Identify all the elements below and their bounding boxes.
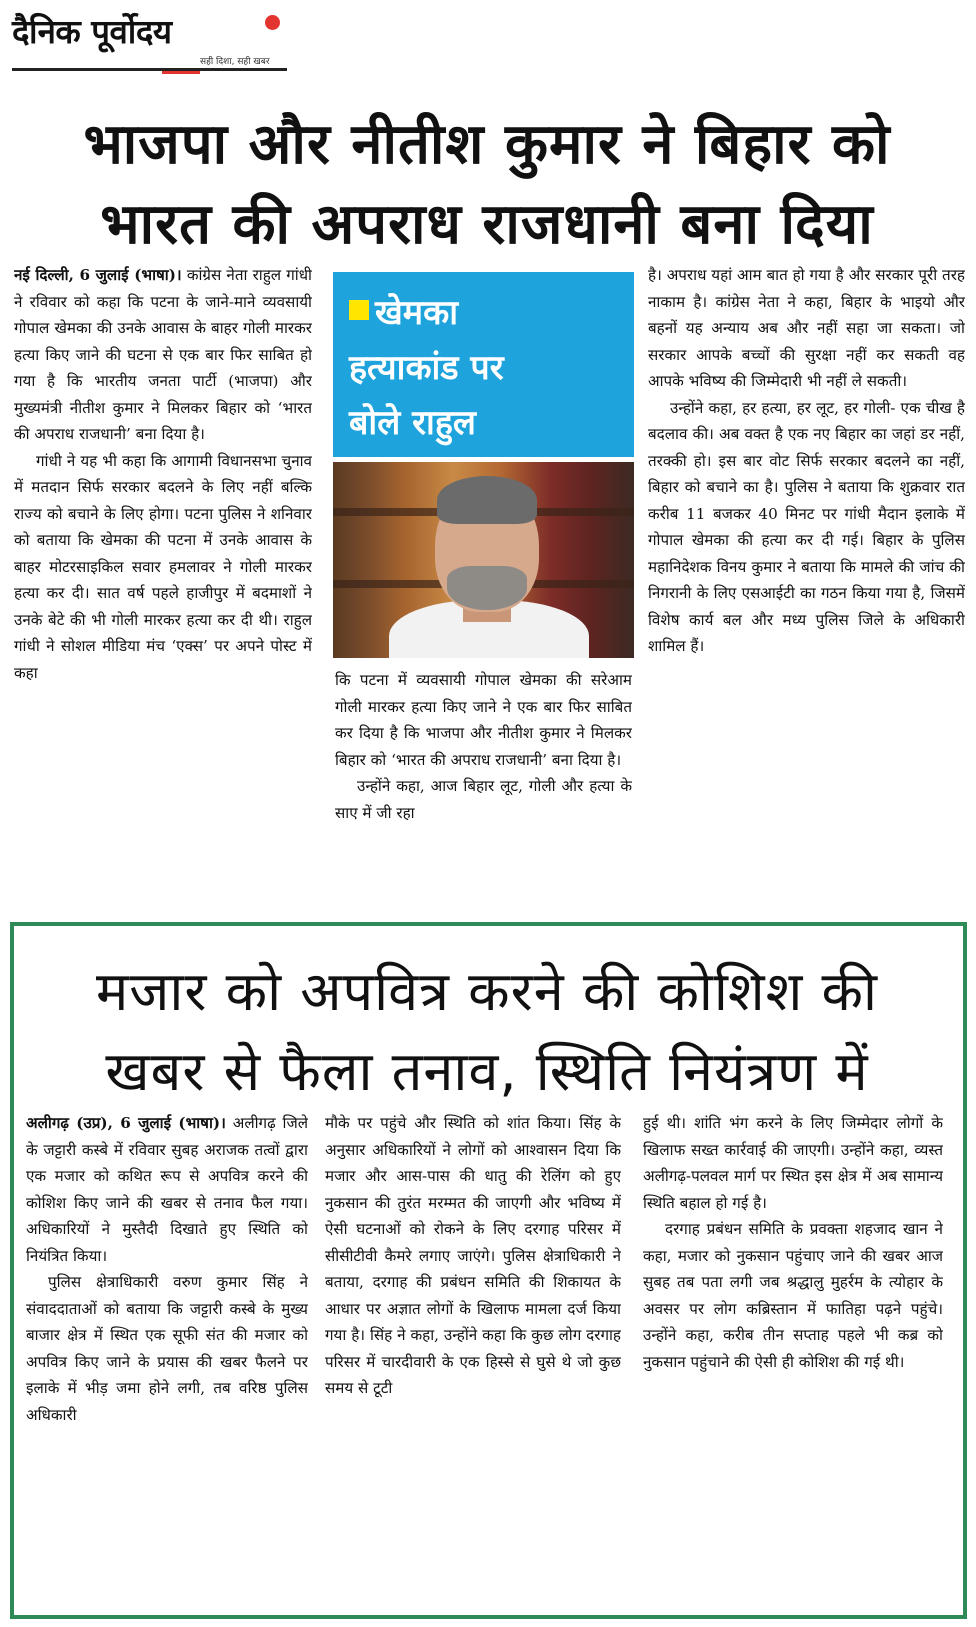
story1-column-3 (648, 262, 965, 910)
story1-headline-line1: भाजपा और नीतीश कुमार ने बिहार को (83, 112, 891, 177)
sun-logo-icon (265, 15, 280, 30)
story2-dateline: अलीगढ़ (उप्र), 6 जुलाई (भाषा)। (26, 1114, 226, 1132)
promo-line-3: बोले राहुल (349, 403, 476, 443)
person-beard (447, 566, 527, 610)
story1-column-1 (14, 262, 312, 910)
story2-column-1 (26, 1110, 308, 1610)
person-hair (437, 476, 537, 524)
story2-column-3 (643, 1110, 943, 1610)
promo-line-1 (349, 286, 620, 341)
story1-dateline: नई दिल्ली, 6 जुलाई (भाषा)। (14, 266, 182, 284)
newspaper-tagline: सही दिशा, सही खबर (200, 57, 270, 67)
story2-col1-para1 (26, 1110, 308, 1269)
story2-headline-line2: खबर से फैला तनाव, स्थिति नियंत्रण में (105, 1040, 869, 1103)
newspaper-name: दैनिक पूर्वोदय (12, 12, 172, 51)
story2-col1-para2: पुलिस क्षेत्राधिकारी वरुण कुमार सिंह ने संवाददाताओं को बताया कि जट्टारी कस्बे के मुख्य बाजार क्षेत्र में स्थित एक सूफी संत की मजार को अपवित्र किए जाने के प्रयास की खबर फैलने पर इलाके में भीड़ जमा होने लगी, तब वरिष्ठ पुलिस अधिकारी (26, 1273, 308, 1424)
rahul-gandhi-photo (333, 462, 634, 658)
story1-col3-para1: है। अपराध यहां आम बात हो गया है और सरकार पूरी तरह नाकाम है। कांग्रेस नेता ने कहा, बिहार के भाइयो और बहनों यह अन्याय अब और नहीं सहा जा सकता। जो सरकार आपके बच्चों की सुरक्षा नहीं कर सकती वह आपके भविष्य की जिम्मेदारी भी नहीं ले सकती। (648, 266, 965, 390)
story1-col1-para2: गांधी ने यह भी कहा कि आगामी विधानसभा चुनाव में मतदान सिर्फ सरकार बदलने के लिए नहीं बल्कि राज्य को बचाने के लिए होगा। पटना पुलिस ने शनिवार को बताया कि खेमका की पटना में उनके आवास के बाहर मोटरसाइकिल सवार हमलावर ने गोली मारकर हत्या कर दी। सात वर्ष पहले हाजीपुर में बदमाशों ने उनके बेटे की भी गोली मारकर हत्या कर दी थी। राहुल गांधी ने सोशल मीडिया मंच ‘एक्स’ पर अपने पोस्ट में कहा (14, 451, 312, 682)
story1-column-2 (335, 667, 632, 912)
masthead-rule (12, 68, 287, 71)
promo-line-2: हत्याकांड पर (349, 348, 504, 388)
masthead (12, 8, 287, 74)
masthead-accent (162, 71, 200, 74)
story1-headline-line2: भारत की अपराध राजधानी बना दिया (100, 192, 874, 257)
story1-col1-text1: कांग्रेस नेता राहुल गांधी ने रविवार को कहा कि पटना के जाने-माने व्यवसायी गोपाल खेमका की उनके आवास के बाहर गोली मारकर हत्या किए जाने की घटना से एक बार फिर साबित हो गया है कि भारतीय जनता पार्टी (भाजपा) और मुख्यमंत्री नीतीश कुमार ने मिलकर बिहार को ‘भारत की अपराध राजधानी’ बना दिया है। (14, 266, 312, 443)
story2-col1-text1: अलीगढ़ जिले के जट्टारी कस्बे में रविवार सुबह अराजक तत्वों द्वारा एक मजार को कथित रूप से अपवित्र करने की कोशिश किए जाने की खबर से तनाव फैल गया। अधिकारियों ने मुस्तैदी दिखाते हुए स्थिति को नियंत्रित किया। (26, 1114, 308, 1265)
yellow-square-icon (349, 300, 369, 320)
story2-headline-line1: मजार को अपवित्र करने की कोशिश की (96, 960, 878, 1023)
promo-line-1-text: खेमका (375, 293, 459, 333)
story1-col1-para1 (14, 262, 312, 448)
story1-col2-para1: कि पटना में व्यवसायी गोपाल खेमका की सरेआम गोली मारकर हत्या किए जाने ने एक बार फिर साबित कर दिया है कि भाजपा और नीतीश कुमार ने मिलकर बिहार को ‘भारत की अपराध राजधानी’ बना दिया है। (335, 671, 632, 769)
story2-col2-para1: मौके पर पहुंचे और स्थिति को शांत किया। सिंह के अनुसार अधिकारियों ने लोगों को आश्वासन दिया कि मजार और आस-पास की धातु की रेलिंग को हुए नुकसान की तुरंत मरम्मत की जाएगी और भविष्य में ऐसी घटनाओं को रोकने के लिए दरगाह परिसर में सीसीटीवी कैमरे लगाए जाएंगे। पुलिस क्षेत्राधिकारी ने बताया, दरगाह की प्रबंधन समिति की शिकायत के आधार पर अज्ञात लोगों के खिलाफ मामला दर्ज किया गया है। सिंह ने कहा, उन्होंने कहा कि कुछ लोग दरगाह परिसर में चारदीवारी के एक हिस्से से घुसे थे जो कुछ समय से टूटी (325, 1114, 621, 1397)
story1-col3-para2: उन्होंने कहा, हर हत्या, हर लूट, हर गोली- एक चीख है बदलाव की। अब वक्त है एक नए बिहार का जहां डर नहीं, तरक्की हो। इस बार वोट सिर्फ सरकार बदलने का नहीं, बिहार को बचाने का है। पुलिस ने बताया कि शुक्रवार रात करीब 11 बजकर 40 मिनट पर गांधी मैदान इलाके में गोपाल खेमका की हत्या कर दी गई। बिहार के पुलिस महानिदेशक विनय कुमार ने बताया कि मामले की जांच की निगरानी के लिए एसआईटी का गठन किया गया है, जिसमें विशेष कार्य बल और मध्य पुलिस जिले के अधिकारी शामिल हैं। (648, 398, 965, 655)
promo-box (333, 272, 634, 457)
story2-col3-para2: दरगाह प्रबंधन समिति के प्रवक्ता शहजाद खान ने कहा, मजार को नुकसान पहुंचाए जाने की खबर आज सुबह तब पता लगी जब श्रद्धालु मुहर्रम के त्योहार के अवसर पर लोग कब्रिस्तान में फातिहा पढ़ने पहुंचे। उन्होंने कहा, करीब तीन सप्ताह पहले भी कब्र को नुकसान पहुंचाने की ऐसी ही कोशिश की गई थी। (643, 1220, 943, 1371)
story2-col3-para1: हुई थी। शांति भंग करने के लिए जिम्मेदार लोगों के खिलाफ सख्त कार्रवाई की जाएगी। उन्होंने कहा, व्यस्त अलीगढ़-पलवल मार्ग पर स्थित इस क्षेत्र में अब सामान्य स्थिति बहाल हो गई है। (643, 1114, 943, 1212)
story2-column-2 (325, 1110, 621, 1610)
story1-col2-para2: उन्होंने कहा, आज बिहार लूट, गोली और हत्या के साए में जी रहा (335, 777, 632, 822)
